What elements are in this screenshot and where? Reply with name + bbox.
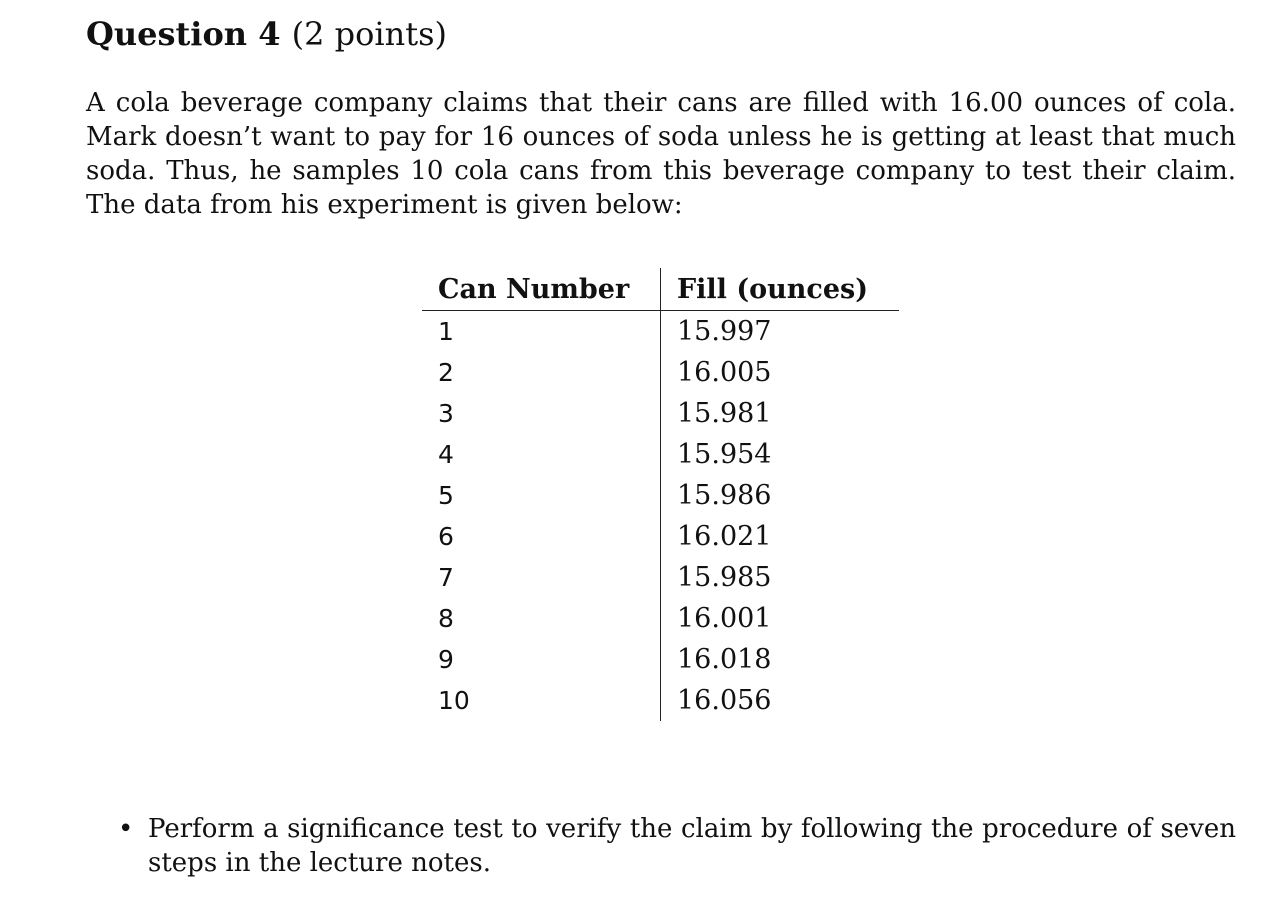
bullet-icon: •: [118, 814, 134, 844]
task-item: [108, 812, 1236, 880]
table-row: [422, 434, 899, 475]
task-text: Perform a significance test to verify the claim by following the procedure of seven steps in the lecture notes.: [148, 814, 1236, 878]
can-number-cell: 4: [438, 440, 454, 469]
header-can-number: Can Number: [422, 268, 661, 311]
table-header-row: [422, 268, 899, 311]
can-number-cell: 5: [438, 481, 454, 510]
data-table: [422, 268, 899, 721]
table-row: [422, 639, 899, 680]
fill-cell: 15.997: [661, 311, 900, 353]
fill-cell: 16.001: [661, 598, 900, 639]
can-number-cell: 10: [438, 686, 470, 715]
table-row: [422, 516, 899, 557]
can-number-cell: 1: [438, 317, 454, 346]
can-number-cell: 6: [438, 522, 454, 551]
fill-cell: 16.056: [661, 680, 900, 721]
fill-cell: 15.985: [661, 557, 900, 598]
table-row: [422, 393, 899, 434]
can-number-cell: 2: [438, 358, 454, 387]
table-row: [422, 598, 899, 639]
can-number-cell: 3: [438, 399, 454, 428]
task-list: [108, 812, 1236, 880]
fill-cell: 15.954: [661, 434, 900, 475]
question-label: Question 4: [86, 15, 281, 53]
fill-cell: 16.005: [661, 352, 900, 393]
fill-cell: 16.021: [661, 516, 900, 557]
can-number-cell: 8: [438, 604, 454, 633]
fill-cell: 15.981: [661, 393, 900, 434]
table-row: [422, 475, 899, 516]
can-number-cell: 9: [438, 645, 454, 674]
can-number-cell: 7: [438, 563, 454, 592]
question-points: (2 points): [291, 15, 447, 53]
table-row: [422, 352, 899, 393]
fill-cell: 16.018: [661, 639, 900, 680]
table-row: [422, 311, 899, 353]
table-row: [422, 680, 899, 721]
question-body: A cola beverage company claims that their cans are filled with 16.00 ounces of cola. Mark doesn’t want to pay for 16 ounces of soda unless he is getting at least that much soda. Thus, he samples 10 cola cans from this beverage company to test their claim. The data from his experiment is given below:: [86, 88, 1236, 220]
fill-cell: 15.986: [661, 475, 900, 516]
header-fill: Fill (ounces): [661, 268, 900, 311]
table-row: [422, 557, 899, 598]
question-title: [86, 12, 447, 56]
